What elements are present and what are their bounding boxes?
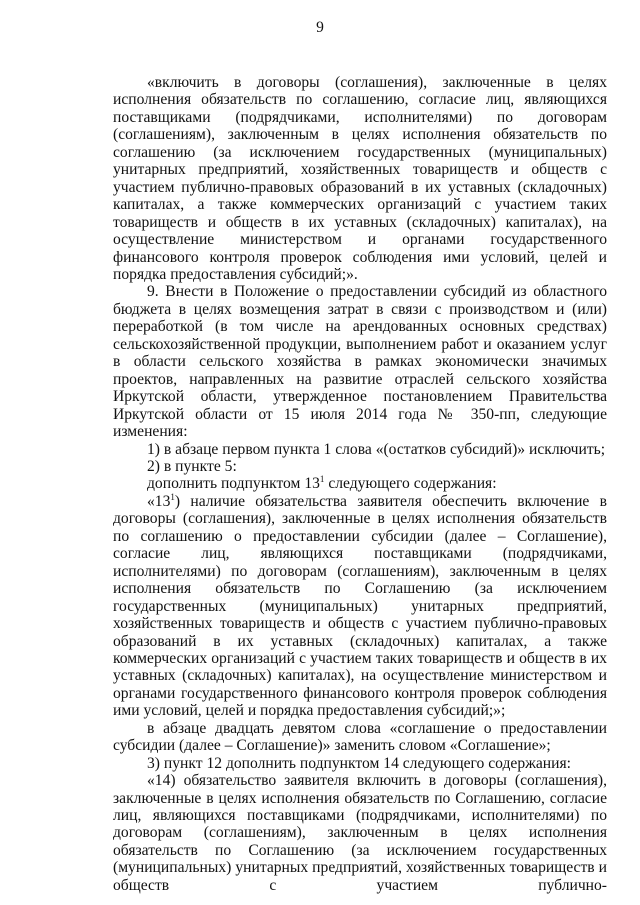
superscript-1: 1	[170, 491, 175, 502]
paragraph-item-9: 9. Внести в Положение о предоставлении субсидий из областного бюджета в целях возмещения затрат в связи с производством и (или) переработкой (в том числе на арендованных основных средствах) сельскохозяйственной продукции, выполнением работ и оказанием услуг в области сельского хозяйства в рамках экономически значимых проектов, направленных на развитие отраслей сельского хозяйства Иркутской области, утвержденное постановлением Правительства Иркутской области от 15 июля 2014 года № 350-пп, следующие изменения:	[113, 283, 607, 441]
subpoint-13-1-label: «13	[147, 492, 171, 510]
document-body	[113, 74, 607, 894]
paragraph-29th-paragraph-change: в абзаце двадцать девятом слова «соглашение о предоставлении субсидии (далее – Соглашение)» заменить словом «Соглашение»;	[113, 719, 607, 755]
paragraph-subitem-3: 3) пункт 12 дополнить подпунктом 14 следующего содержания:	[147, 754, 572, 772]
paragraph-subitem-2: 2) в пункте 5:	[147, 457, 237, 475]
paragraph-subitem-1: 1) в абзаце первом пункта 1 слова «(остатков субсидий)» исключить;	[147, 440, 606, 458]
paragraph-add-subpoint-tail: следующего содержания:	[324, 475, 497, 493]
subpoint-13-1-text: ) наличие обязательства заявителя обеспечить включение в договоры (соглашения), заключенные в целях исполнения обязательств по соглашению о предоставлении субсидии (далее – Соглашение), согласие лиц, являющихся поставщиками (подрядчиками, исполнителями) по договорам (соглашениям), заключенным в целях исполнения обязательств по Соглашению (за исключением государственных (муниципальных) унитарных предприятий, хозяйственных товариществ и обществ с участием публично-правовых образований в их уставных (складочных) капиталах, а также коммерческих организаций с участием таких товариществ и обществ в их уставных (складочных) капиталах), на осуществление министерством и органами государственного финансового контроля проверок соблюдения ими условий, целей и порядка предоставления субсидий;»;	[113, 492, 607, 720]
paragraph-add-subpoint-13-1	[113, 475, 607, 492]
paragraph-add-subpoint-text: дополнить подпунктом 13	[147, 475, 320, 493]
page-number: 9	[316, 19, 324, 36]
paragraph-subpoint-14: «14) обязательство заявителя включить в договоры (соглашения), заключенные в целях исполнения обязательств по Соглашению, согласие лиц, являющихся поставщиками (подрядчиками, исполнителями) по договорам (соглашениям), заключенным в целях исполнения обязательств по Соглашению (за исключением государственных (муниципальных) унитарных предприятий, хозяйственных товариществ и обществ с участием публично-	[113, 772, 607, 894]
paragraph-quoted-clause: «включить в договоры (соглашения), заключенные в целях исполнения обязательств по соглашению, согласие лиц, являющихся поставщиками (подрядчиками, исполнителями) по договорам (соглашениям), заключенным в целях исполнения обязательств по соглашению (за исключением государственных (муниципальных) унитарных предприятий, хозяйственных товариществ и обществ с участием публично-правовых образований в их уставных (складочных) капиталах, а также коммерческих организаций с участием таких товариществ и обществ в их уставных (складочных) капиталах), на осуществление министерством и органами государственного финансового контроля проверок соблюдения ими условий, целей и порядка предоставления субсидий;».	[113, 74, 607, 283]
superscript-1: 1	[319, 474, 325, 485]
paragraph-subpoint-13-1	[113, 493, 607, 720]
